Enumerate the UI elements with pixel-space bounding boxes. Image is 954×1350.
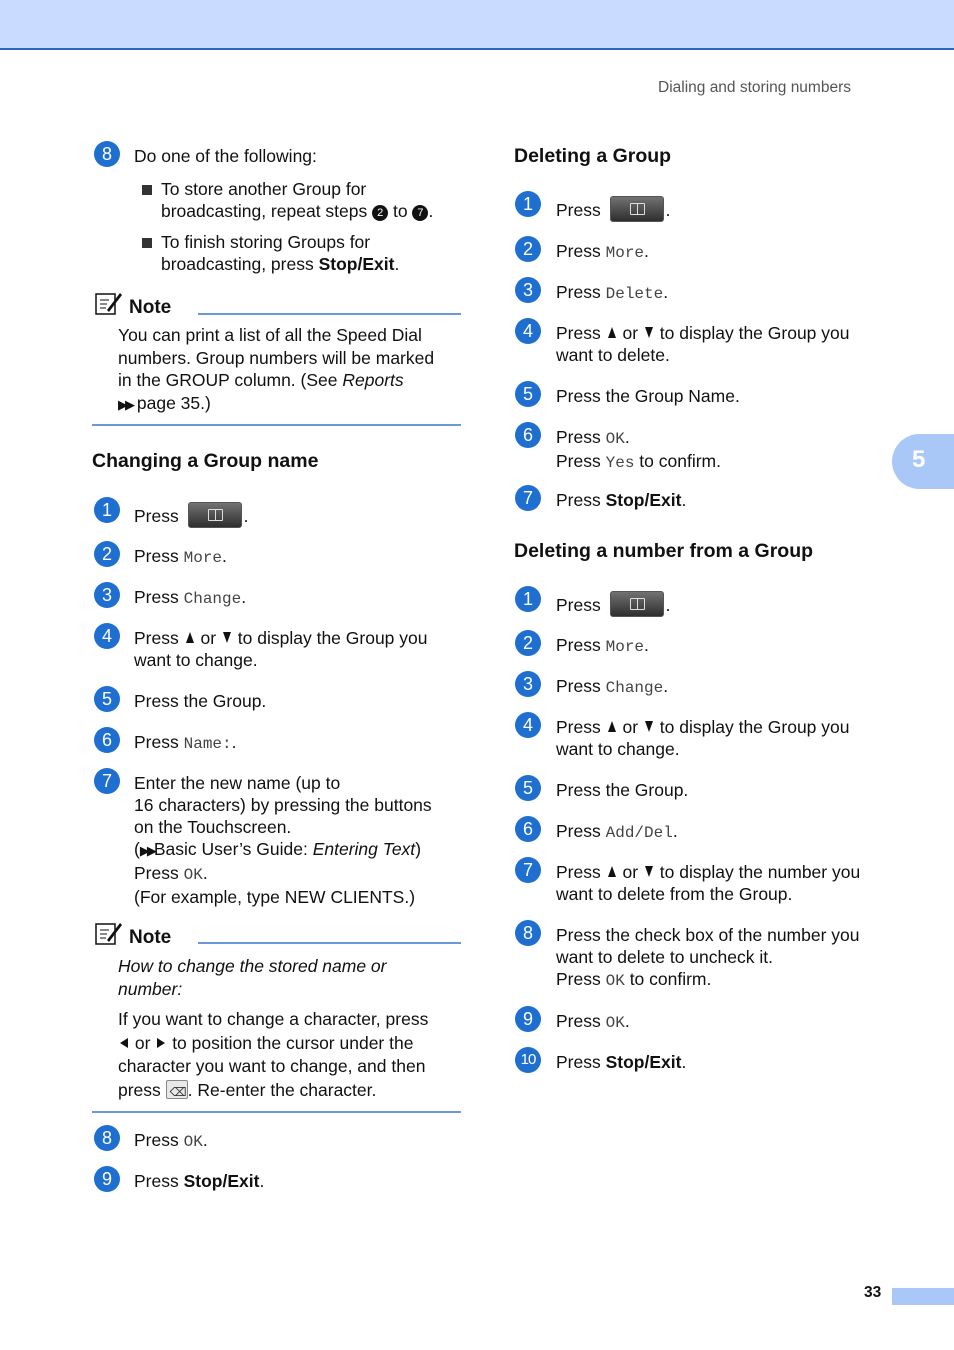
note-italic: How to change the stored name or [118, 956, 387, 976]
step-text: Press More. [134, 546, 227, 567]
step-label: Press [556, 451, 601, 471]
note-italic: number: [118, 978, 183, 999]
step-label: to confirm. [639, 451, 721, 471]
step-label: Press [134, 732, 179, 752]
punct: . [394, 254, 400, 274]
screen-key: Delete [605, 285, 664, 303]
step-text: Press the Group Name. [556, 386, 740, 406]
bold-command: Stop/Exit [605, 490, 682, 510]
step-number: 4 [94, 623, 120, 649]
step-label: Press [556, 635, 601, 655]
bullet-text: broadcasting, repeat steps [161, 201, 368, 221]
step-label: Press [556, 282, 601, 302]
step-label: Press [556, 717, 601, 737]
step-label: Press [556, 595, 601, 615]
step-label: Press [556, 323, 601, 343]
note-line: press [118, 1079, 161, 1100]
note-line: character you want to change, and then [118, 1056, 426, 1076]
step-number: 9 [94, 1166, 120, 1192]
note-rule [198, 942, 461, 944]
step-label: want to delete to uncheck it. [556, 947, 773, 967]
left-arrow-icon [120, 1038, 128, 1048]
step-label: want to delete from the Group. [556, 884, 793, 904]
bullet-item [142, 231, 399, 275]
up-arrow-icon [608, 327, 616, 338]
screen-key: OK [605, 430, 625, 448]
page-number-bar [892, 1288, 954, 1305]
note-body [118, 955, 387, 1000]
step-label: Press [134, 546, 179, 566]
step-label: on the Touchscreen. [134, 817, 292, 837]
section-heading: Deleting a number from a Group [514, 540, 814, 562]
step-number: 5 [515, 381, 541, 407]
step-text [556, 924, 860, 992]
bullet-text: to [393, 201, 408, 221]
page-number: 33 [864, 1284, 882, 1301]
step-label: or [622, 717, 639, 737]
down-arrow-icon [223, 632, 231, 643]
bullet-icon [142, 185, 152, 195]
note-line: You can print a list of all the Speed Dial [118, 325, 422, 345]
step-number: 3 [94, 582, 120, 608]
bold-command: Stop/Exit [183, 1171, 260, 1191]
right-arrow-icon [157, 1038, 165, 1048]
address-book-button-icon [610, 591, 664, 617]
step-label: Press [556, 1011, 601, 1031]
step-number: 7 [515, 857, 541, 883]
step-label: to display the number you [659, 862, 861, 882]
step-number: 4 [515, 318, 541, 344]
step-number: 8 [94, 1125, 120, 1151]
note-end-rule [92, 424, 461, 426]
note-line: numbers. Group numbers will be marked [118, 347, 435, 368]
step-text [556, 716, 850, 760]
bullet-item [142, 178, 433, 222]
step-label: Press [134, 863, 179, 883]
note-line: to position the cursor under the [172, 1032, 414, 1053]
screen-key: OK [605, 1014, 625, 1032]
step-text: Press OK. [134, 1130, 208, 1151]
step-ref-icon: 7 [412, 205, 428, 221]
step-text: Press More. [556, 241, 649, 262]
step-label: Press [134, 1130, 179, 1150]
step-label: Press [556, 200, 601, 220]
step-label: (For example, type NEW CLIENTS.) [134, 887, 416, 907]
double-arrow-icon: ▶▶ [139, 843, 154, 858]
screen-key: Change [605, 679, 664, 697]
note-title: Note [129, 927, 172, 948]
step-text: Press Stop/Exit. [556, 490, 687, 510]
step-label: want to change. [556, 739, 680, 759]
running-title: Dialing and storing numbers [658, 79, 851, 96]
step-text: Press Change. [556, 676, 669, 697]
step-label: 16 characters) by pressing the buttons [134, 795, 432, 815]
step-label: want to change. [134, 650, 258, 670]
section-heading: Changing a Group name [92, 450, 319, 472]
step-number: 6 [515, 422, 541, 448]
step-label: to confirm. [629, 969, 712, 989]
step-label: or [200, 628, 217, 648]
step-ref-icon: 2 [372, 205, 388, 221]
step-number: 8 [515, 920, 541, 946]
step-label: to display the Group you [237, 628, 428, 648]
step-number: 6 [515, 816, 541, 842]
step-number: 5 [94, 686, 120, 712]
screen-key: Add/Del [605, 824, 673, 842]
address-book-button-icon [610, 196, 664, 222]
step-text: Press . [556, 196, 670, 222]
step-number: 1 [94, 497, 120, 523]
step-number: 3 [515, 671, 541, 697]
step-text: Press More. [556, 635, 649, 656]
step-number: 2 [515, 236, 541, 262]
bullet-text: To store another Group for [161, 179, 367, 199]
step-number: 1 [515, 586, 541, 612]
step-text: Press Stop/Exit. [134, 1171, 265, 1191]
note-end-rule [92, 1111, 461, 1113]
step-label: Press the check box of the number you [556, 925, 860, 945]
chapter-tab-number: 5 [912, 446, 926, 473]
up-arrow-icon [186, 632, 194, 643]
step-text: Press OK. [556, 1011, 630, 1032]
step-text [134, 627, 428, 671]
step-number: 2 [515, 630, 541, 656]
step-text [556, 861, 860, 905]
bullet-text: To finish storing Groups for [161, 232, 371, 252]
note-line: If you want to change a character, press [118, 1009, 429, 1029]
step-label: Enter the new name (up to [134, 773, 341, 793]
step-number: 6 [94, 727, 120, 753]
screen-key: Yes [605, 454, 635, 472]
step-number: 3 [515, 277, 541, 303]
step-label: Press [556, 821, 601, 841]
step-label: Press [556, 241, 601, 261]
up-arrow-icon [608, 721, 616, 732]
step-label: want to delete. [556, 345, 670, 365]
note-line: in the GROUP column. (See [118, 370, 338, 390]
step-number: 5 [515, 775, 541, 801]
bullet-text: broadcasting, press [161, 254, 314, 274]
step-label: Press [134, 628, 179, 648]
address-book-button-icon [188, 502, 242, 528]
backspace-key-icon [166, 1080, 188, 1099]
step-label: or [622, 862, 639, 882]
step-label: or [622, 323, 639, 343]
screen-key: Name: [183, 735, 232, 753]
bold-command: Stop/Exit [318, 254, 395, 274]
screen-key: More [183, 549, 223, 567]
step-text: Press . [134, 502, 248, 528]
step-label: Press [134, 1171, 179, 1191]
step-text: Press the Group. [556, 780, 689, 800]
note-line: or [134, 1032, 151, 1053]
note-pencil-icon [95, 920, 123, 946]
down-arrow-icon [645, 721, 653, 732]
top-header-band [0, 0, 954, 50]
note-body [118, 324, 434, 416]
step-number: 7 [94, 768, 120, 794]
note-italic: Reports [342, 370, 404, 390]
step-number: 8 [94, 141, 120, 167]
note-line: page 35.) [136, 392, 211, 413]
chapter-tab [892, 434, 954, 489]
step-label: Press [134, 587, 179, 607]
note-body [118, 1008, 428, 1102]
double-arrow-icon: ▶▶ [118, 396, 132, 412]
step-label: Press [556, 676, 601, 696]
step-label: Press [134, 506, 179, 526]
step-text: Press . [556, 591, 670, 617]
note-rule [198, 313, 461, 315]
step-text [556, 322, 850, 366]
step-number: 1 [515, 191, 541, 217]
screen-key: More [605, 638, 645, 656]
step-text: Enter the new name (up to 16 characters) by pressing the buttons on the Touchscreen. (▶▶Basic User’s Guide: Entering Text) Press OK. (For example, type NEW CLIENTS.) [134, 773, 432, 907]
step-label: Press [556, 862, 601, 882]
step-number: 2 [94, 541, 120, 567]
punct: . [428, 201, 434, 221]
note-pencil-icon [95, 290, 123, 316]
step-text: Press Change. [134, 587, 247, 608]
step-label: Press [556, 1052, 601, 1072]
down-arrow-icon [645, 866, 653, 877]
up-arrow-icon [608, 866, 616, 877]
step-text: Press OK. Press Yes to confirm. [556, 427, 721, 472]
step-label: Press [556, 490, 601, 510]
step-text: Press Add/Del. [556, 821, 678, 842]
step-italic: Entering Text [312, 839, 416, 859]
screen-key: OK [183, 866, 203, 884]
step-number: 7 [515, 485, 541, 511]
step-text: Press the Group. [134, 691, 267, 711]
screen-key: OK [605, 972, 625, 990]
step-label: to display the Group you [659, 717, 850, 737]
down-arrow-icon [645, 327, 653, 338]
step-label: Press [556, 969, 601, 989]
screen-key: More [605, 244, 645, 262]
step-number: 10 [515, 1047, 541, 1073]
step-label: to display the Group you [659, 323, 850, 343]
section-heading: Deleting a Group [514, 145, 672, 167]
step-text: Do one of the following: [134, 146, 317, 166]
screen-key: OK [183, 1133, 203, 1151]
note-line: . Re-enter the character. [187, 1079, 377, 1100]
step-label: Press [556, 427, 601, 447]
bullet-icon [142, 238, 152, 248]
screen-key: Change [183, 590, 242, 608]
step-text: Press Name:. [134, 732, 237, 753]
step-label: Basic User’s Guide: [153, 839, 308, 859]
step-number: 4 [515, 712, 541, 738]
step-number: 9 [515, 1006, 541, 1032]
bold-command: Stop/Exit [605, 1052, 682, 1072]
step-text: Press Delete. [556, 282, 669, 303]
note-title: Note [129, 297, 172, 318]
step-text: Press Stop/Exit. [556, 1052, 687, 1072]
